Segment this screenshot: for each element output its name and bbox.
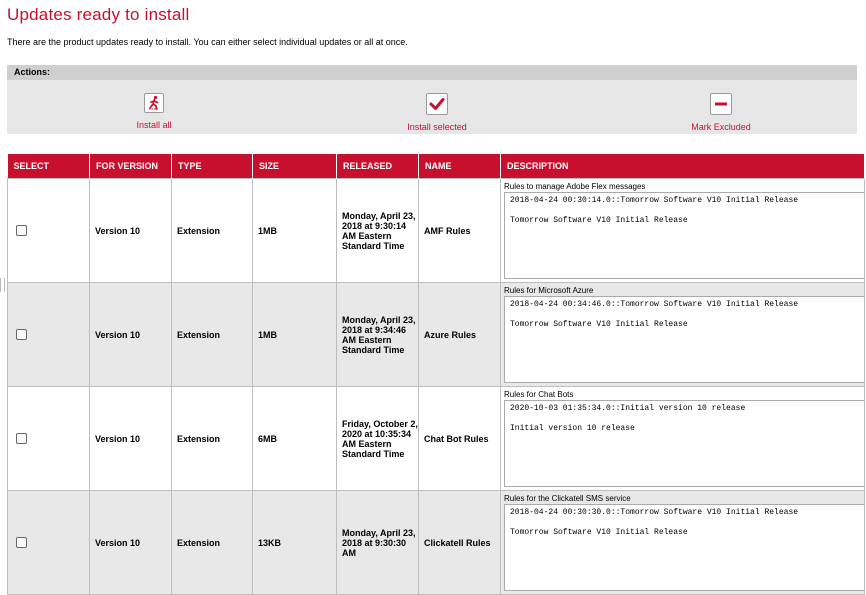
description-cell [501,387,865,491]
select-cell [8,387,90,491]
type-cell: Extension [172,387,253,491]
mark-excluded-button[interactable] [641,93,801,132]
size-cell: 6MB [253,387,337,491]
description-title: Rules for the Clickatell SMS service [504,494,631,503]
description-line: Tomorrow Software V10 Initial Release [510,320,688,329]
table-header-row [8,154,865,179]
description-textarea[interactable] [504,400,864,487]
column-header-version: FOR VERSION [90,154,172,179]
name-cell: Clickatell Rules [419,491,501,595]
description-cell [501,491,865,595]
select-cell [8,491,90,595]
column-header-name: NAME [419,154,501,179]
column-header-type: TYPE [172,154,253,179]
description-title: Rules for Microsoft Azure [504,286,594,295]
actions-header: Actions: [7,65,857,80]
minus-icon[interactable] [710,93,732,115]
version-cell: Version 10 [90,179,172,283]
description-line: 2020-10-03 01:35:34.0::Initial version 10 release [510,404,746,413]
type-cell: Extension [172,179,253,283]
install-all-label[interactable]: Install all [136,120,172,130]
description-cell [501,179,865,283]
description-line: Tomorrow Software V10 Initial Release [510,528,688,537]
install-selected-button[interactable] [357,93,517,132]
released-cell: Monday, April 23, 2018 at 9:34:46 AM Eastern Standard Time [337,283,419,387]
table-row [8,491,865,595]
install-all-icon[interactable] [144,93,164,113]
size-cell: 1MB [253,283,337,387]
size-cell: 1MB [253,179,337,283]
select-cell [8,179,90,283]
description-line: 2018-04-24 00:30:14.0::Tomorrow Software V10 Initial Release [510,196,799,205]
version-cell: Version 10 [90,491,172,595]
description-line: 2018-04-24 00:34:46.0::Tomorrow Software V10 Initial Release [510,300,799,309]
description-line: Initial version 10 release [510,424,635,433]
column-header-released: RELEASED [337,154,419,179]
size-cell: 13KB [253,491,337,595]
install-all-button[interactable] [74,93,234,130]
install-selected-label[interactable]: Install selected [407,122,467,132]
released-cell: Friday, October 2, 2020 at 10:35:34 AM Eastern Standard Time [337,387,419,491]
released-cell: Monday, April 23, 2018 at 9:30:30 AM [337,491,419,595]
description-title: Rules for Chat Bots [504,390,574,399]
name-cell: AMF Rules [419,179,501,283]
row-checkbox[interactable] [16,329,27,340]
row-checkbox[interactable] [16,433,27,444]
description-line: Tomorrow Software V10 Initial Release [510,216,688,225]
description-line: 2018-04-24 00:30:30.0::Tomorrow Software V10 Initial Release [510,508,799,517]
released-cell: Monday, April 23, 2018 at 9:30:14 AM Eastern Standard Time [337,179,419,283]
type-cell: Extension [172,283,253,387]
table-row [8,387,865,491]
type-cell: Extension [172,491,253,595]
row-checkbox[interactable] [16,537,27,548]
name-cell: Chat Bot Rules [419,387,501,491]
select-cell [8,283,90,387]
table-row [8,283,865,387]
resize-handle[interactable] [0,278,5,292]
column-header-description: DESCRIPTION [501,154,865,179]
version-cell: Version 10 [90,387,172,491]
table-row [8,179,865,283]
name-cell: Azure Rules [419,283,501,387]
description-textarea[interactable] [504,192,864,279]
mark-excluded-label[interactable]: Mark Excluded [691,122,751,132]
version-cell: Version 10 [90,283,172,387]
row-checkbox[interactable] [16,225,27,236]
description-title: Rules to manage Adobe Flex messages [504,182,646,191]
description-cell [501,283,865,387]
updates-table [7,154,865,595]
column-header-select: SELECT [8,154,90,179]
actions-panel [7,65,857,134]
intro-text: There are the product updates ready to install. You can either select individual updates or all at once. [7,37,408,47]
checkmark-icon[interactable] [426,93,448,115]
description-textarea[interactable] [504,504,864,591]
column-header-size: SIZE [253,154,337,179]
description-textarea[interactable] [504,296,864,383]
page-title: Updates ready to install [7,5,190,24]
